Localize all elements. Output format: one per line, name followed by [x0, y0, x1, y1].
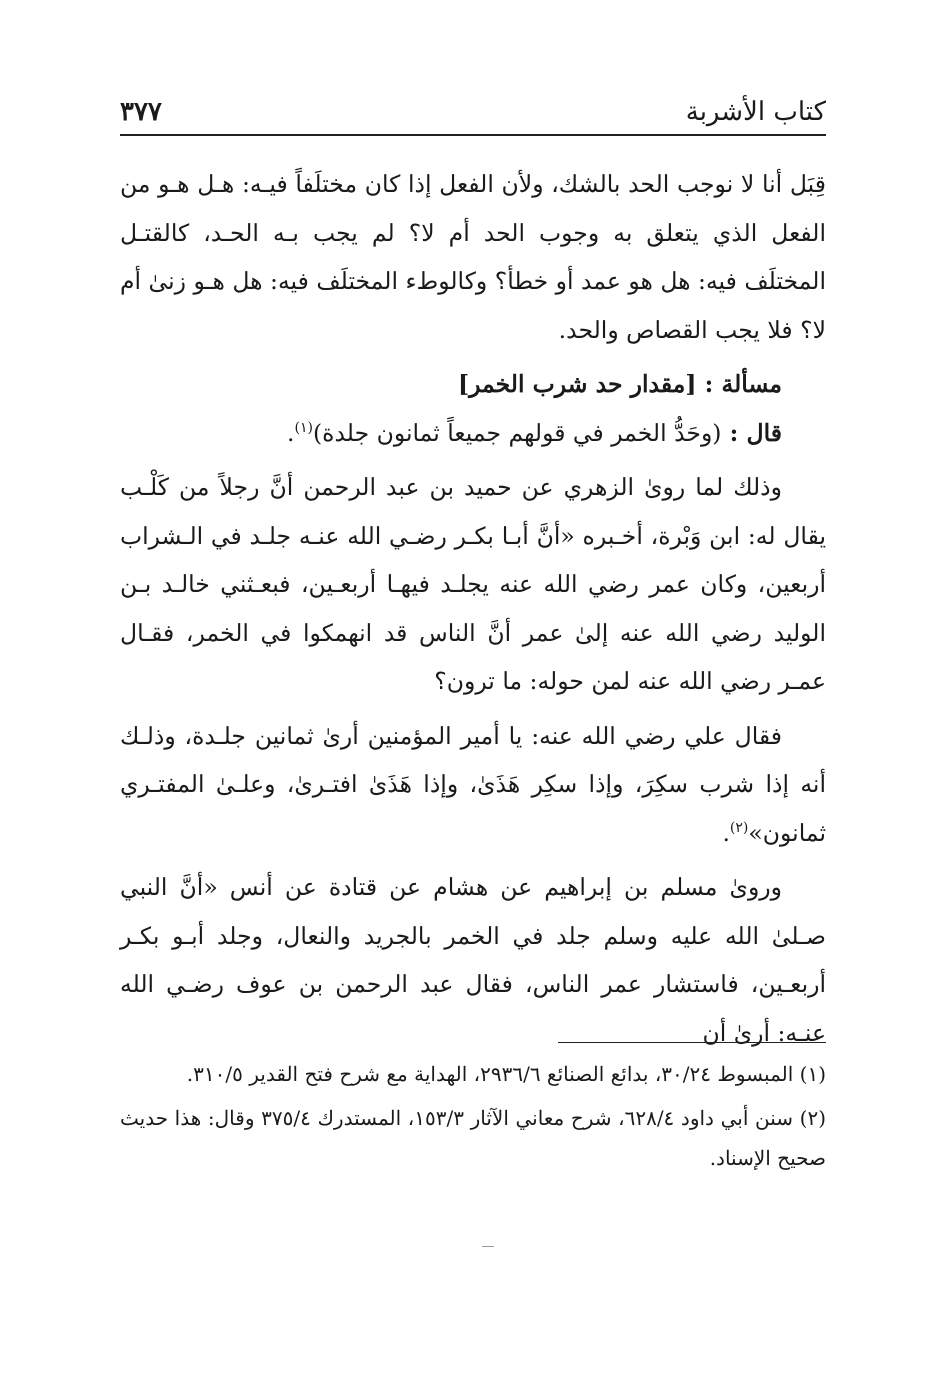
running-title: كتاب الأشربة [685, 96, 826, 127]
footnote-ref-2[interactable]: (٢) [729, 819, 749, 836]
paragraph-3 [120, 712, 826, 858]
qala-end: . [287, 418, 295, 447]
footnote-ref-1[interactable]: (١) [294, 419, 313, 436]
qala-text: (وحَدُّ الخمر في قولهم جميعاً ثمانون جلدة) [312, 418, 722, 447]
section-heading [120, 360, 826, 409]
footnote-1: (١) المبسوط ٣٠/٢٤، بدائع الصنائع ٢٩٣٦/٦، الهداية مع شرح فتح القدير ٣١٠/٥. [186, 1062, 826, 1086]
page-mark [482, 1246, 494, 1247]
paragraph-3-text: فقال علي رضي الله عنه: يا أمير المؤمنين أرىٰ ثمانين جلـدة، وذلـك أنه إذا شرب سكِرَ، وإذا سكِر هَذَىٰ، وإذا هَذَىٰ افتـرىٰ، وعلـىٰ المفتـري ثمانون» [120, 721, 826, 847]
heading-label: مسألة : [696, 370, 782, 398]
paragraph-2: وذلك لما روىٰ الزهري عن حميد بن عبد الرحمن أنَّ رجلاً من كَلْـب يقال له: ابن وَبْرة، أخـبره «أنَّ أبـا بكـر رضـي الله عنـه جلـد في الـشراب أربعين، وكان عمر رضي الله عنه يجلـد فيهـا أربعـين، فبعـثني خالـد بـن الوليد رضي الله عنه إلىٰ عمر أنَّ الناس قد انهمكوا في الخمر، فقـال عمـر رضي الله عنه لمن حوله: ما ترون؟ [120, 473, 826, 695]
main-text [120, 160, 826, 1057]
paragraph-3-end: . [722, 818, 730, 847]
heading-title: [مقدار حد شرب الخمر] [457, 370, 697, 398]
qala-label: قال : [721, 418, 782, 447]
paragraph-1: قِبَل أنا لا نوجب الحد بالشك، ولأن الفعل إذا كان مختلَفاً فيـه: هـل هـو من الفعل الذي يتعلق به وجوب الحد أم لا؟ لم يجب بـه الحـد، كالقتـل المختلَف فيه: هل هو عمد أو خطأ؟ وكالوطء المختلَف فيه: هل هـو زنىٰ أم لا؟ فلا يجب القصاص والحد. [120, 170, 826, 344]
footnote-2: (٢) سنن أبي داود ٦٢٨/٤، شرح معاني الآثار ١٥٣/٣، المستدرك ٣٧٥/٤ وقال: هذا حديث صحيح الإسناد. [120, 1106, 826, 1170]
footnote-divider [558, 1042, 826, 1043]
paragraph-4: وروىٰ مسلم بن إبراهيم عن هشام عن قتادة عن أنس «أنَّ النبي صـلىٰ الله عليه وسلم جلد في الخمر بالجريد والنعال، وجلد أبـو بكـر أربعـين، فاستشار عمر الناس، فقال عبد الرحمن بن عوف رضـي الله عنـه: أرىٰ أن [120, 873, 826, 1047]
page-header [120, 88, 826, 136]
qala-statement [120, 409, 826, 458]
page-number: ٣٧٧ [120, 96, 162, 127]
footnotes [120, 1054, 826, 1182]
